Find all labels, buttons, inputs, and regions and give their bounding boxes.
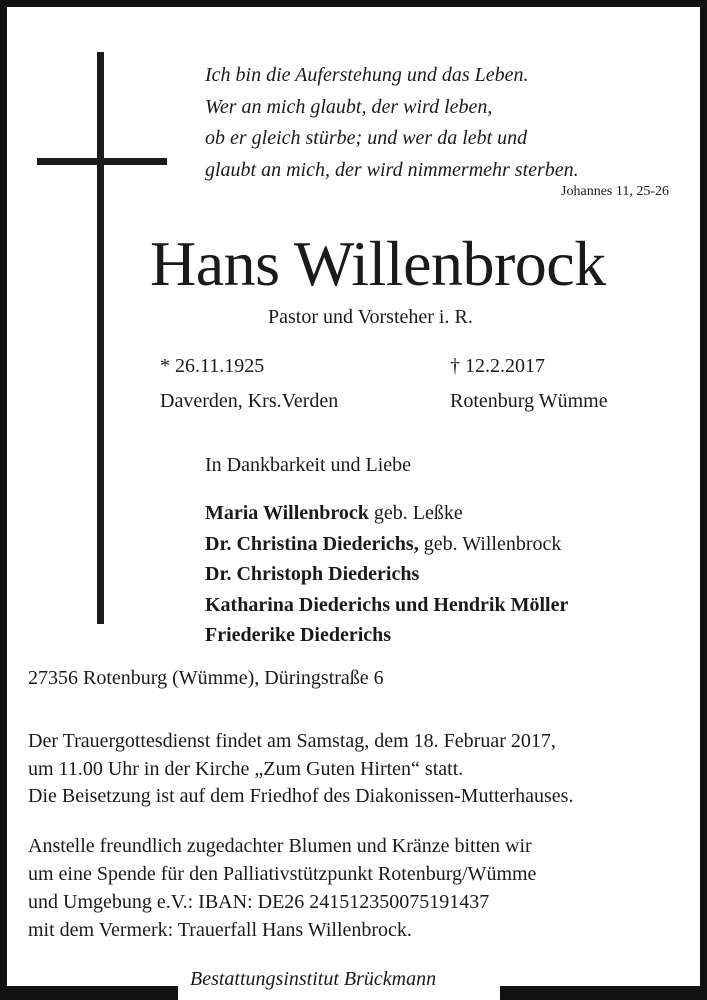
mourner-name: Dr. Christoph Diederichs bbox=[205, 563, 420, 585]
mourner-entry bbox=[205, 559, 568, 590]
donation-line: und Umgebung e.V.: IBAN: DE26 241512350075191437 bbox=[28, 891, 490, 913]
verse-line: Ich bin die Auferstehung und das Leben. bbox=[205, 64, 529, 86]
service-line: Die Beisetzung ist auf dem Friedhof des Diakonissen-Mutterhauses. bbox=[28, 785, 574, 807]
mourner-entry bbox=[205, 498, 568, 529]
death-date: † 12.2.2017 bbox=[450, 355, 545, 377]
service-line: um 11.00 Uhr in der Kirche „Zum Guten Hirten“ statt. bbox=[28, 757, 464, 780]
address: 27356 Rotenburg (Wümme), Düringstraße 6 bbox=[28, 667, 384, 689]
bottom-border-left bbox=[0, 986, 178, 1000]
verse-reference: Johannes 11, 25-26 bbox=[561, 184, 669, 199]
donation-info bbox=[28, 832, 536, 944]
mourner-entry bbox=[205, 620, 568, 651]
mourners-list bbox=[205, 498, 568, 651]
cross-vertical-bar bbox=[97, 52, 104, 624]
service-info bbox=[28, 728, 573, 811]
mourners-intro: In Dankbarkeit und Liebe bbox=[205, 454, 412, 476]
donation-line: um eine Spende für den Palliativstützpunkt Rotenburg/Wümme bbox=[28, 863, 537, 885]
birth-place: Daverden, Krs.Verden bbox=[160, 390, 339, 412]
bottom-border-right bbox=[500, 986, 707, 1000]
bible-verse bbox=[205, 60, 579, 186]
mourner-entry bbox=[205, 590, 568, 621]
birth-date: * 26.11.1925 bbox=[160, 355, 265, 377]
mourner-name: Dr. Christina Diederichs, bbox=[205, 532, 419, 555]
deceased-name: Hans Willenbrock bbox=[150, 228, 606, 299]
verse-line: ob er gleich stürbe; und wer da lebt und bbox=[205, 127, 528, 149]
mourner-note: geb. Willenbrock bbox=[418, 532, 562, 555]
mourner-name: Maria Willenbrock bbox=[205, 502, 369, 524]
verse-line: glaubt an mich, der wird nimmermehr sterben. bbox=[205, 158, 579, 181]
mourner-note: geb. Leßke bbox=[368, 502, 463, 524]
service-line: Der Trauergottesdienst findet am Samstag, dem 18. Februar 2017, bbox=[28, 730, 556, 752]
deceased-title: Pastor und Vorsteher i. R. bbox=[268, 306, 473, 328]
donation-line: Anstelle freundlich zugedachter Blumen und Kränze bitten wir bbox=[28, 835, 532, 857]
mourner-name: Friederike Diederichs bbox=[205, 624, 392, 646]
mourner-name: Katharina Diederichs und Hendrik Möller bbox=[205, 593, 569, 616]
cross-horizontal-bar bbox=[37, 158, 167, 165]
funeral-home: Bestattungsinstitut Brückmann bbox=[190, 968, 437, 990]
mourner-entry bbox=[205, 529, 568, 560]
donation-line: mit dem Vermerk: Trauerfall Hans Willenbrock. bbox=[28, 919, 412, 941]
death-place: Rotenburg Wümme bbox=[450, 390, 608, 412]
verse-line: Wer an mich glaubt, der wird leben, bbox=[205, 95, 493, 118]
